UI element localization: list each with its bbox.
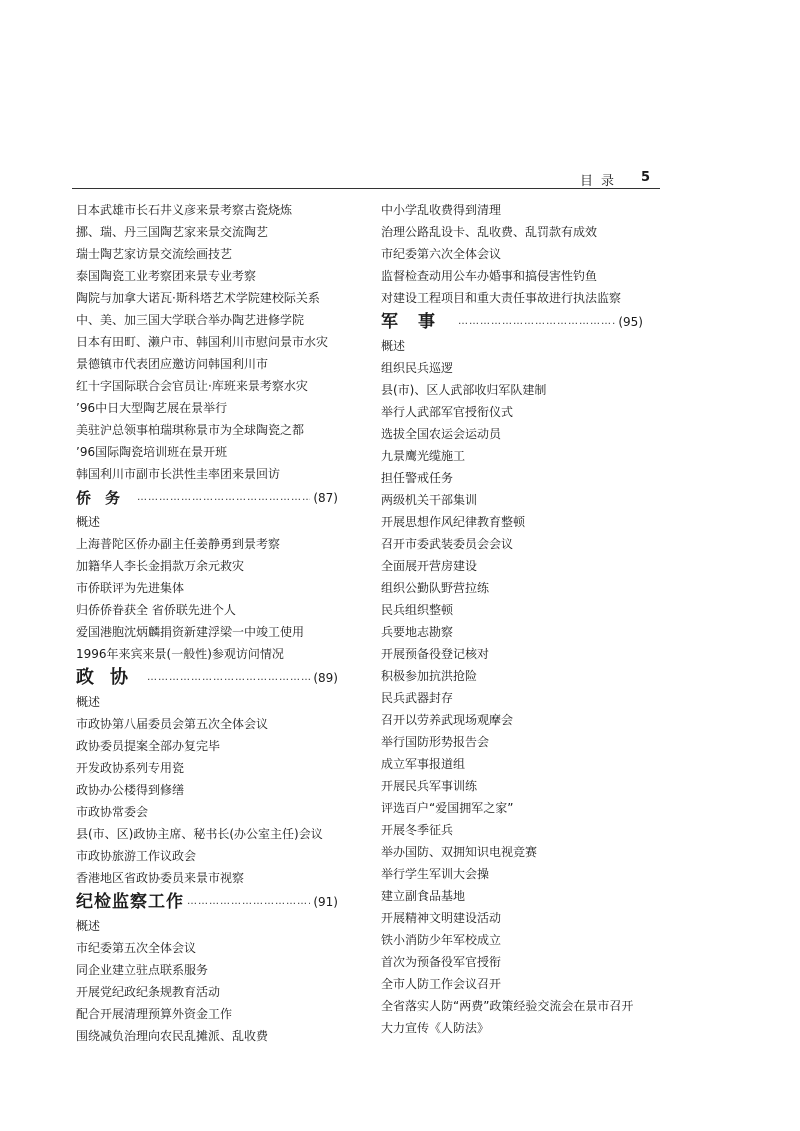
toc-entry: ’96中日大型陶艺展在景举行 [76,401,228,415]
toc-entry: 大力宣传《人防法》 [381,1021,490,1035]
toc-entry: 景德镇市代表团应邀访问韩国利川市 [76,357,269,371]
toc-entry: 开展预备役登记核对 [381,647,490,661]
toc-entry: 举行人武部军官授衔仪式 [381,405,514,419]
section-page-number: (87) [313,491,338,505]
toc-entry: 对建设工程项目和重大责任事故进行执法监察 [381,291,622,305]
toc-entry: 成立军事报道组 [381,757,466,771]
toc-entry: 加籍华人李长金捐款万余元救灾 [76,559,245,573]
toc-entry: 召开以劳养武现场观摩会 [381,713,514,727]
toc-column-left [76,199,338,1047]
toc-section-heading [381,309,643,335]
dot-leader [137,485,310,511]
toc-entry: ’96国际陶瓷培训班在景开班 [76,445,228,459]
toc-entry: 配合开展清理预算外资金工作 [76,1007,233,1021]
toc-section-heading [76,665,338,691]
toc-entry: 开展思想作风纪律教育整顿 [381,515,526,529]
toc-entry: 中小学乱收费得到清理 [381,203,502,217]
toc-entry: 美驻沪总领事柏瑞琪称景市为全球陶瓷之都 [76,423,305,437]
toc-entry: 市政协旅游工作议政会 [76,849,197,863]
toc-column-right [381,199,643,1039]
toc-entry: 开展精神文明建设活动 [381,911,502,925]
toc-entry: 市纪委第五次全体会议 [76,941,197,955]
toc-entry: 瑞士陶艺家访景交流绘画技艺 [76,247,233,261]
toc-entry: 开展冬季征兵 [381,823,454,837]
toc-entry: 铁小消防少年军校成立 [381,933,502,947]
toc-entry: 日本武雄市长石井义彦来景考察古瓷烧炼 [76,203,293,217]
toc-entry: 担任警戒任务 [381,471,454,485]
toc-entry: 选拔全国农运会运动员 [381,427,502,441]
toc-entry: 同企业建立驻点联系服务 [76,963,209,977]
toc-entry: 组织公勤队野营拉练 [381,581,490,595]
toc-entry: 爱国港胞沈炳麟捐资新建浮梁一中竣工使用 [76,625,305,639]
toc-entry: 治理公路乱设卡、乱收费、乱罚款有成效 [381,225,598,239]
toc-entry: 两级机关干部集训 [381,493,478,507]
toc-entry: 泰国陶瓷工业考察团来景专业考察 [76,269,257,283]
toc-entry: 建立副食品基地 [381,889,466,903]
toc-entry: 1996年来宾来景(一般性)参观访问情况 [76,647,284,661]
toc-entry: 市纪委第六次全体会议 [381,247,502,261]
section-page-number: (89) [313,671,338,685]
toc-entry: 概述 [76,919,101,933]
toc-entry: 概述 [76,695,101,709]
toc-section-heading [76,485,338,511]
dot-leader [458,309,615,335]
toc-entry: 陶院与加拿大诺瓦·斯科塔艺术学院建校际关系 [76,291,320,305]
toc-entry: 市政协第八届委员会第五次全体会议 [76,717,269,731]
toc-entry: 召开市委武装委员会会议 [381,537,514,551]
toc-entry: 举办国防、双拥知识电视竞赛 [381,845,538,859]
toc-entry: 红十字国际联合会官员让·库班来景考察水灾 [76,379,308,393]
dot-leader [147,665,310,691]
dot-leader [187,889,310,915]
toc-entry: 概述 [381,339,406,353]
toc-entry: 监督检查动用公车办婚事和搞侵害性钓鱼 [381,269,598,283]
toc-entry: 民兵武器封存 [381,691,454,705]
toc-entry: 围绕减负治理向农民乱摊派、乱收费 [76,1029,269,1043]
toc-entry: 开展党纪政纪条规教育活动 [76,985,221,999]
toc-entry: 全省落实人防“两费”政策经验交流会在景市召开 [381,999,634,1013]
section-title: 纪检监察工作 [76,892,184,912]
toc-entry: 评选百户“爱国拥军之家” [381,801,514,815]
toc-entry: 兵要地志勘察 [381,625,454,639]
section-page-number: (91) [313,895,338,909]
section-page-number: (95) [618,315,643,329]
toc-section-heading [76,889,338,915]
toc-entry: 全面展开营房建设 [381,559,478,573]
section-title: 军事 [381,312,455,332]
page-header [72,172,660,189]
toc-entry: 举行学生军训大会操 [381,867,490,881]
page-number: 5 [640,170,650,185]
toc-entry: 中、美、加三国大学联合举办陶艺进修学院 [76,313,305,327]
header-title: 目录 [579,174,622,189]
toc-entry: 韩国利川市副市长洪性圭率团来景回访 [76,467,281,481]
toc-entry: 开发政协系列专用瓷 [76,761,185,775]
toc-entry: 组织民兵巡逻 [381,361,454,375]
toc-entry: 上海普陀区侨办副主任姜静勇到景考察 [76,537,281,551]
toc-entry: 全市人防工作会议召开 [381,977,502,991]
toc-entry: 市政协常委会 [76,805,149,819]
toc-entry: 市侨联评为先进集体 [76,581,185,595]
section-title: 政协 [76,667,144,688]
toc-entry: 举行国防形势报告会 [381,735,490,749]
toc-entry: 民兵组织整顿 [381,603,454,617]
toc-entry: 开展民兵军事训练 [381,779,478,793]
toc-entry: 日本有田町、濑户市、韩国利川市慰问景市水灾 [76,335,329,349]
toc-entry: 概述 [76,515,101,529]
toc-entry: 九景鹰光缆施工 [381,449,466,463]
toc-entry: 政协委员提案全部办复完毕 [76,739,221,753]
toc-entry: 积极参加抗洪抢险 [381,669,478,683]
toc-entry: 县(市)、区人武部收归军队建制 [381,383,547,397]
toc-entry: 挪、瑞、丹三国陶艺家来景交流陶艺 [76,225,269,239]
toc-entry: 香港地区省政协委员来景市视察 [76,871,245,885]
toc-entry: 政协办公楼得到修缮 [76,783,185,797]
toc-entry: 县(市、区)政协主席、秘书长(办公室主任)会议 [76,827,323,841]
section-title: 侨务 [76,489,135,507]
toc-entry: 首次为预备役军官授衔 [381,955,502,969]
toc-entry: 归侨侨眷获全 省侨联先进个人 [76,603,236,617]
